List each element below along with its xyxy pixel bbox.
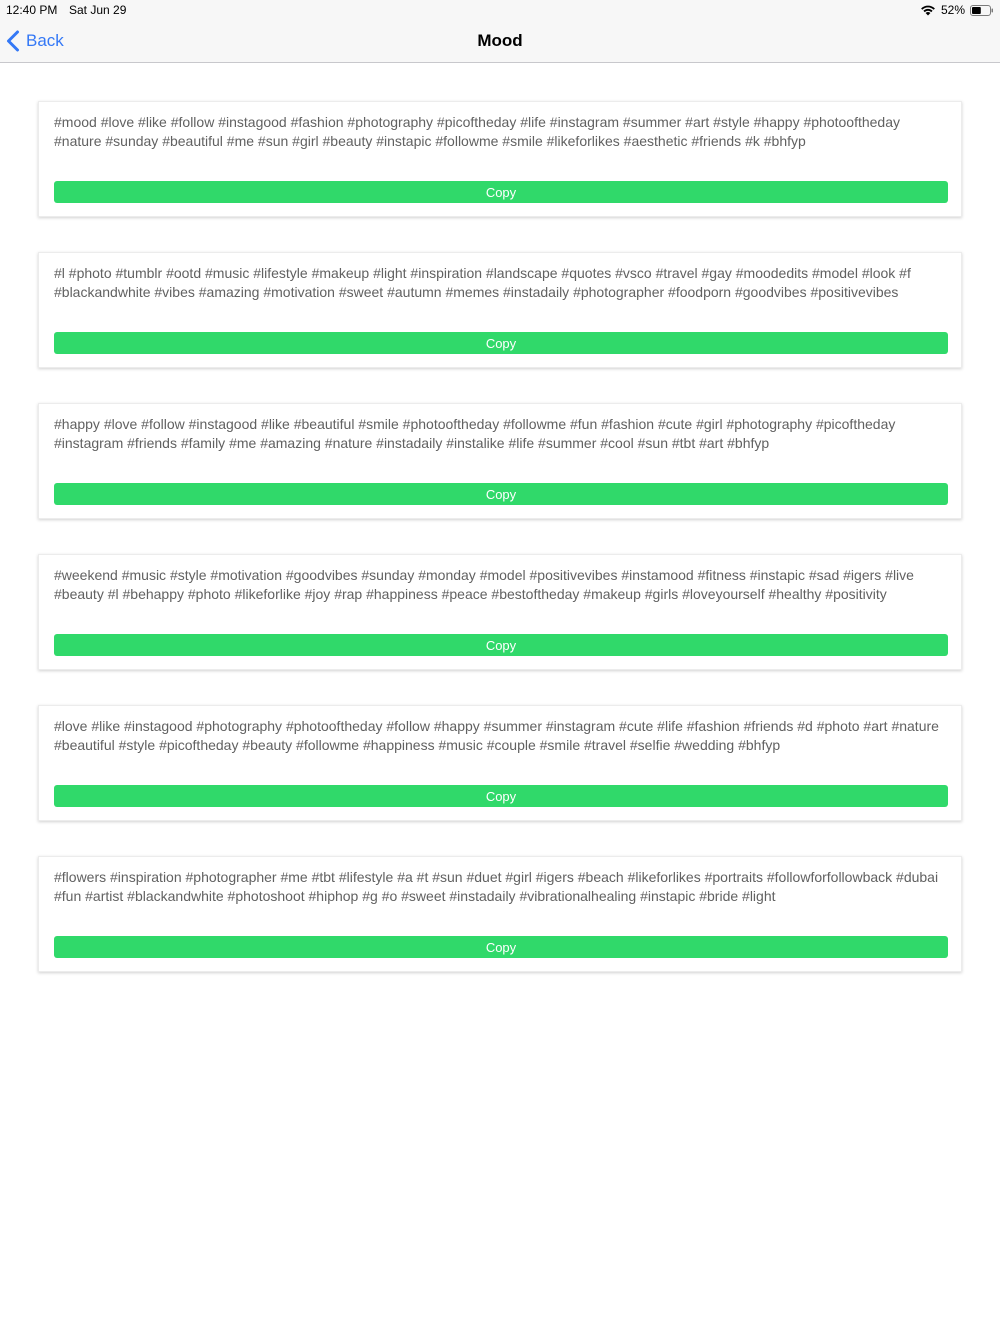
hashtag-card-list — [38, 101, 962, 1007]
status-indicators — [920, 3, 994, 17]
copy-button[interactable]: Copy — [54, 936, 948, 958]
battery-fill — [972, 7, 981, 14]
status-time: 12:40 PM — [6, 3, 58, 17]
hashtag-text: #l #photo #tumblr #ootd #music #lifestyle #makeup #light #inspiration #landscape #quotes #vsco #travel #gay #moodedits #model #look #f #blackandwhite #vibes #amazing #motivation #sweet #autumn #memes #instadaily #photographer #foodporn #goodvibes #positivevibes — [54, 265, 911, 300]
copy-button[interactable]: Copy — [54, 634, 948, 656]
wifi-icon — [920, 4, 936, 16]
battery-percent: 52% — [940, 3, 965, 17]
hashtag-text: #happy #love #follow #instagood #like #beautiful #smile #photooftheday #followme #fun #fashion #cute #girl #photography #picoftheday #instagram #friends #family #me #amazing #nature #instadaily #instalike #life #summer #cool #sun #tbt #art #bhfyp — [54, 416, 896, 451]
navigation-bar — [0, 20, 1000, 63]
back-label: Back — [26, 31, 64, 50]
status-bar — [0, 0, 1000, 20]
hashtag-text: #weekend #music #style #motivation #goodvibes #sunday #monday #model #positivevibes #instamood #fitness #instapic #sad #igers #live #beauty #l #behappy #photo #likeforlike #joy #rap #happiness #peace #bestoftheday #makeup #girls #loveyourself #healthy #positivity — [54, 567, 914, 602]
hashtag-card — [38, 856, 962, 972]
hashtag-text: #love #like #instagood #photography #photooftheday #follow #happy #summer #instagram #cute #life #fashion #friends #d #photo #art #nature #beautiful #style #picoftheday #beauty #followme #happiness #music #couple #smile #travel #selfie #wedding #bhfyp — [54, 718, 939, 753]
status-date: Sat Jun 29 — [69, 3, 127, 17]
hashtag-text: #mood #love #like #follow #instagood #fashion #photography #picoftheday #life #instagram #summer #art #style #happy #photooftheday #nature #sunday #beautiful #me #sun #girl #beauty #instapic #followme #smile #likeforlikes #aesthetic #friends #k #bhfyp — [54, 114, 900, 149]
copy-button[interactable]: Copy — [54, 181, 948, 203]
hashtag-card — [38, 403, 962, 519]
hashtag-text: #flowers #inspiration #photographer #me #tbt #lifestyle #a #t #sun #duet #girl #igers #beach #likeforlikes #portraits #followforfollowback #dubai #fun #artist #blackandwhite #photoshoot #hiphop #g #o #sweet #instadaily #vibrationalhealing #instapic #bride #light — [54, 869, 939, 904]
copy-button[interactable]: Copy — [54, 785, 948, 807]
hashtag-card — [38, 101, 962, 217]
hashtag-card — [38, 252, 962, 368]
hashtag-card — [38, 705, 962, 821]
copy-button[interactable]: Copy — [54, 483, 948, 505]
battery-icon — [970, 5, 994, 16]
page-title: Mood — [477, 31, 523, 50]
hashtag-card — [38, 554, 962, 670]
copy-button[interactable]: Copy — [54, 332, 948, 354]
